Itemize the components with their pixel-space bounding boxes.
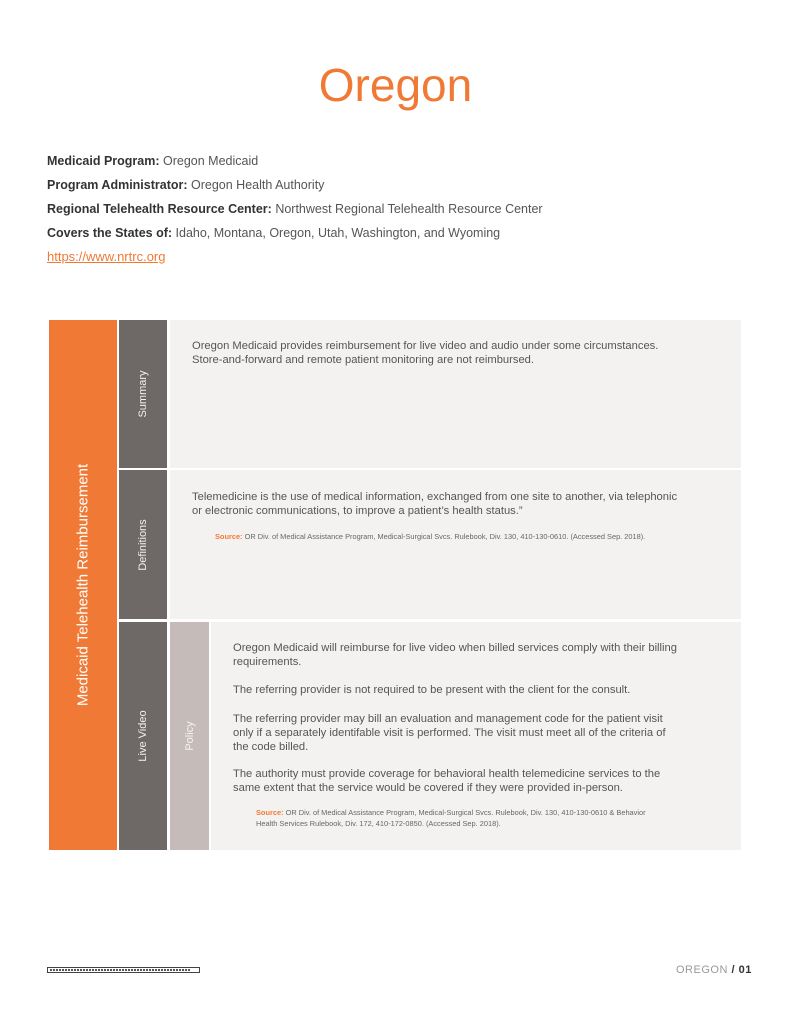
footer-fine-print	[50, 969, 190, 971]
policy-text-line-5: only if a separately identifable visit is performed. The visit must meet all of the criteria of	[233, 727, 666, 739]
nrtrc-link[interactable]: https://www.nrtrc.org	[47, 249, 166, 264]
footer-separator: /	[731, 964, 736, 976]
page-title: Oregon	[318, 59, 473, 111]
covers-states-label: Covers the States of:	[47, 226, 173, 240]
category-definitions	[119, 470, 167, 619]
administrator-label: Program Administrator:	[47, 178, 188, 192]
live-video-policy-content	[211, 622, 741, 850]
policy-text-line-2: requirements.	[233, 656, 302, 668]
category-label-definitions: Definitions	[137, 518, 149, 571]
policy-text-line-1: Oregon Medicaid will reimburse for live video when billed services comply with their billing	[233, 642, 677, 654]
page-number: 01	[738, 964, 752, 976]
policy-source-text-1: OR Div. of Medical Assistance Program, Medical-Surgical Svcs. Rulebook, Div. 130, 410-130-0610 & Behavior	[285, 808, 646, 817]
definitions-source-text: OR Div. of Medical Assistance Program, Medical-Surgical Svcs. Rulebook, Div. 130, 410-130-0610. (Accessed Sep. 2018).	[244, 532, 646, 541]
footer-state-label: OREGON	[676, 964, 728, 976]
section-label-column	[49, 320, 117, 850]
definitions-content	[170, 470, 741, 619]
policy-text-line-3: The referring provider is not required to be present with the client for the consult.	[233, 684, 631, 696]
page-footer	[676, 964, 752, 976]
definitions-source-label: Source:	[215, 532, 243, 541]
policy-text-line-4: The referring provider may bill an evaluation and management code for the patient visit	[233, 713, 663, 725]
policy-text-line-7: The authority must provide coverage for behavioral health telemedicine services to the	[233, 768, 661, 780]
subcategory-label-policy: Policy	[183, 721, 196, 751]
summary-text-line-1: Oregon Medicaid provides reimbursement for live video and audio under some circumstances.	[192, 340, 659, 352]
administrator-line	[47, 178, 324, 192]
summary-text-line-2: Store-and-forward and remote patient monitoring are not reimbursed.	[192, 354, 535, 366]
medicaid-program-line	[47, 154, 258, 168]
resource-center-line	[47, 202, 543, 216]
category-live-video	[119, 622, 167, 850]
policy-source-label: Source:	[256, 808, 284, 817]
medicaid-program-label: Medicaid Program:	[47, 154, 160, 168]
policy-source-line-1	[256, 808, 646, 818]
subcategory-policy	[170, 622, 209, 850]
definitions-text-line-1: Telemedicine is the use of medical information, exchanged from one site to another, via telephonic	[192, 491, 678, 503]
section-label: Medicaid Telehealth Reimbursement	[74, 463, 92, 707]
medicaid-program-value: Oregon Medicaid	[163, 154, 259, 168]
resource-center-value: Northwest Regional Telehealth Resource Center	[275, 202, 543, 216]
category-summary	[119, 320, 167, 468]
policy-text-line-6: the code billed.	[233, 741, 309, 753]
administrator-value: Oregon Health Authority	[191, 178, 325, 192]
policy-source-line-2: Health Services Rulebook, Div. 172, 410-172-0850. (Accessed Sep. 2018).	[256, 819, 501, 828]
footer-fine-print-box	[47, 967, 200, 973]
resource-center-label: Regional Telehealth Resource Center:	[47, 202, 272, 216]
definitions-source	[215, 532, 645, 542]
covers-states-line	[47, 226, 500, 240]
category-label-live-video: Live Video	[137, 710, 149, 762]
reimbursement-table	[49, 320, 741, 850]
summary-content	[170, 320, 741, 468]
covers-states-value: Idaho, Montana, Oregon, Utah, Washington, and Wyoming	[175, 226, 501, 240]
category-label-summary: Summary	[137, 370, 149, 418]
policy-text-line-8: same extent that the service would be covered if they were provided in-person.	[233, 782, 623, 794]
definitions-text-line-2: or electronic communications, to improve a patient’s health status.”	[192, 505, 523, 517]
